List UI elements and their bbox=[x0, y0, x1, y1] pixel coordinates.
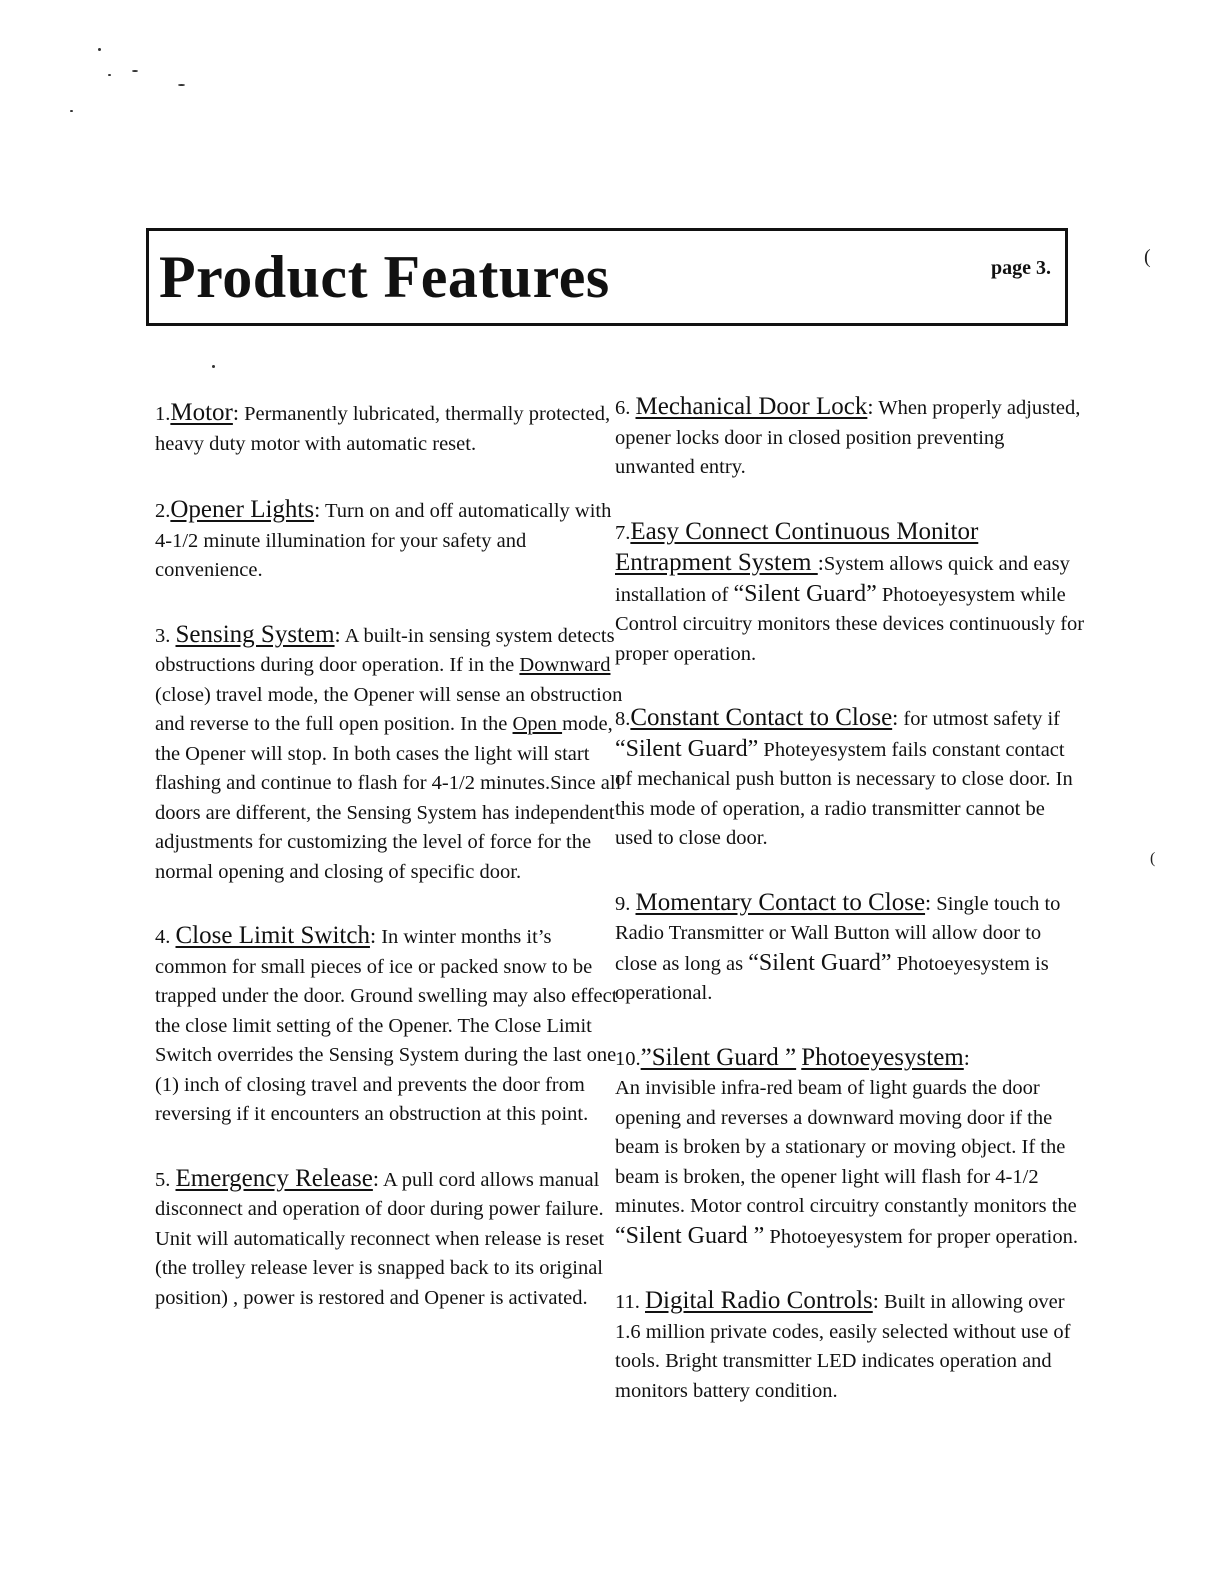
feature-text: Photoeyesystem while Control circuitry monitors these devices continuously for proper operation. bbox=[615, 583, 1085, 665]
feature-emphasis: “Silent Guard” bbox=[733, 580, 877, 607]
feature-emphasis: “Silent Guard” bbox=[615, 735, 759, 762]
feature-colon: : bbox=[334, 621, 341, 647]
feature-colon: : bbox=[232, 400, 239, 425]
scan-speck bbox=[108, 74, 111, 76]
inline-underlined: Open bbox=[512, 713, 563, 735]
feature-text: An invisible infra-red beam of light guards the door opening and reverses a downward moving door if the beam is broken by a stationary or moving object. If the beam is broken, the opener light will flash for 4-1/2 minutes. Motor control circuitry constantly monitors the bbox=[615, 1077, 1077, 1217]
feature-text: A pull cord allows manual disconnect and operation of door during power failure. Unit will automatically reconnect when release is reset (the trolley release lever is snapped back to its original position) , power is restored and Opener is activated. bbox=[155, 1168, 605, 1309]
feature-constant-contact bbox=[615, 703, 1085, 854]
feature-number: 8. bbox=[615, 708, 631, 730]
feature-heading: Digital Radio Controls bbox=[645, 1287, 873, 1314]
left-column bbox=[155, 398, 625, 1343]
feature-text: In winter months it’s common for small pieces of ice or packed snow to be trapped under the door. Ground swelling may also effect the close limit setting of the Opener. The Close Limit Switch overrides the Sensing System during the last one (1) inch of closing travel and prevents the door from reversing if it encounters an obstruction at this point. bbox=[155, 926, 618, 1125]
margin-mark: ( bbox=[1150, 850, 1156, 867]
feature-colon: : bbox=[817, 550, 824, 575]
right-column bbox=[615, 392, 1085, 1436]
feature-number: 9. bbox=[615, 892, 636, 915]
feature-heading: Constant Contact to Close bbox=[630, 704, 893, 731]
scan-speck bbox=[212, 365, 215, 368]
feature-colon: : bbox=[314, 497, 321, 522]
feature-text: Photoeyesystem is operational. bbox=[615, 952, 1049, 1004]
feature-colon: : bbox=[867, 394, 874, 419]
feature-number: 11. bbox=[615, 1291, 645, 1313]
scan-speck bbox=[98, 48, 101, 51]
margin-mark: ( bbox=[1144, 246, 1151, 268]
feature-number: 6. bbox=[615, 397, 636, 419]
scan-speck bbox=[70, 110, 73, 112]
feature-momentary-contact bbox=[615, 888, 1085, 1009]
feature-heading: Mechanical Door Lock bbox=[635, 393, 868, 420]
feature-close-limit-switch bbox=[155, 921, 625, 1130]
feature-heading: Sensing System bbox=[175, 620, 335, 648]
feature-number: 10. bbox=[615, 1047, 641, 1070]
page-number: page 3. bbox=[991, 257, 1051, 279]
feature-number: 2. bbox=[155, 500, 171, 522]
feature-heading: Easy Connect Continuous Monitor Entrapment System bbox=[615, 517, 979, 576]
page-title: Product Features bbox=[159, 244, 610, 310]
feature-colon: : bbox=[925, 889, 932, 915]
feature-emergency-release bbox=[155, 1164, 625, 1314]
feature-colon: : bbox=[963, 1044, 970, 1070]
feature-text: Single touch to Radio Transmitter or Wall Button will allow door to close as long as bbox=[615, 892, 1061, 975]
scan-speck bbox=[132, 70, 138, 72]
feature-opener-lights bbox=[155, 495, 625, 586]
feature-text: Permanently lubricated, thermally protected, heavy duty motor with automatic reset. bbox=[155, 403, 611, 455]
feature-emphasis: “Silent Guard ” bbox=[615, 1222, 765, 1249]
feature-text: A built-in sensing system detects obstructions during door operation. If in the bbox=[155, 624, 615, 676]
feature-text: Photeyesystem fails constant contact of mechanical push button is necessary to close door. In this mode of operation, a radio transmitter cannot be used to close door. bbox=[615, 738, 1073, 849]
feature-text: Built in allowing over 1.6 million private codes, easily selected without use of tools. Bright transmitter LED indicates operation and monitors battery condition. bbox=[615, 1291, 1071, 1402]
feature-easy-connect bbox=[615, 517, 1085, 670]
scan-speck bbox=[178, 84, 185, 86]
feature-colon: : bbox=[892, 705, 899, 730]
feature-heading-secondary: Photoeyesystem bbox=[801, 1043, 964, 1071]
feature-motor bbox=[155, 398, 625, 459]
feature-heading: Emergency Release bbox=[175, 1164, 373, 1192]
title-box bbox=[146, 228, 1068, 326]
feature-text: When properly adjusted, opener locks door in closed position preventing unwanted entry. bbox=[615, 397, 1081, 478]
feature-text: Turn on and off automatically with 4-1/2 minute illumination for your safety and convenience. bbox=[155, 500, 612, 581]
feature-text: (close) travel mode, the Opener will sense an obstruction and reverse to the full open position. In the bbox=[155, 683, 623, 735]
feature-text: System allows quick and easy installation of bbox=[615, 553, 1070, 606]
feature-number: 7. bbox=[615, 521, 631, 544]
feature-number: 3. bbox=[155, 624, 176, 647]
feature-colon: : bbox=[369, 923, 377, 948]
inline-underlined: Downward bbox=[519, 654, 611, 676]
feature-sensing-system bbox=[155, 620, 625, 888]
feature-number: 4. bbox=[155, 926, 176, 948]
feature-number: 1. bbox=[155, 403, 171, 425]
feature-heading: Momentary Contact to Close bbox=[635, 888, 926, 916]
feature-text: Photoeyesystem for proper operation. bbox=[764, 1225, 1078, 1248]
feature-colon: : bbox=[872, 1288, 879, 1313]
feature-colon: : bbox=[372, 1165, 379, 1191]
feature-mechanical-door-lock bbox=[615, 392, 1085, 483]
feature-text: mode, the Opener will stop. In both cases the light will start flashing and continue to flash for 4-1/2 minutes.Since all doors are different, the Sensing System has independent adjustments for customizing the level of force for the normal opening and closing of specific door. bbox=[155, 713, 622, 883]
feature-heading: Close Limit Switch bbox=[175, 922, 370, 949]
feature-heading: Motor bbox=[170, 399, 233, 426]
feature-emphasis: “Silent Guard” bbox=[748, 949, 892, 976]
feature-text: for utmost safety if bbox=[898, 708, 1060, 730]
feature-silent-guard bbox=[615, 1043, 1085, 1253]
feature-digital-radio-controls bbox=[615, 1286, 1085, 1406]
feature-number: 5. bbox=[155, 1168, 176, 1191]
feature-heading: ”Silent Guard ” bbox=[640, 1043, 797, 1071]
feature-heading: Opener Lights bbox=[170, 496, 315, 523]
